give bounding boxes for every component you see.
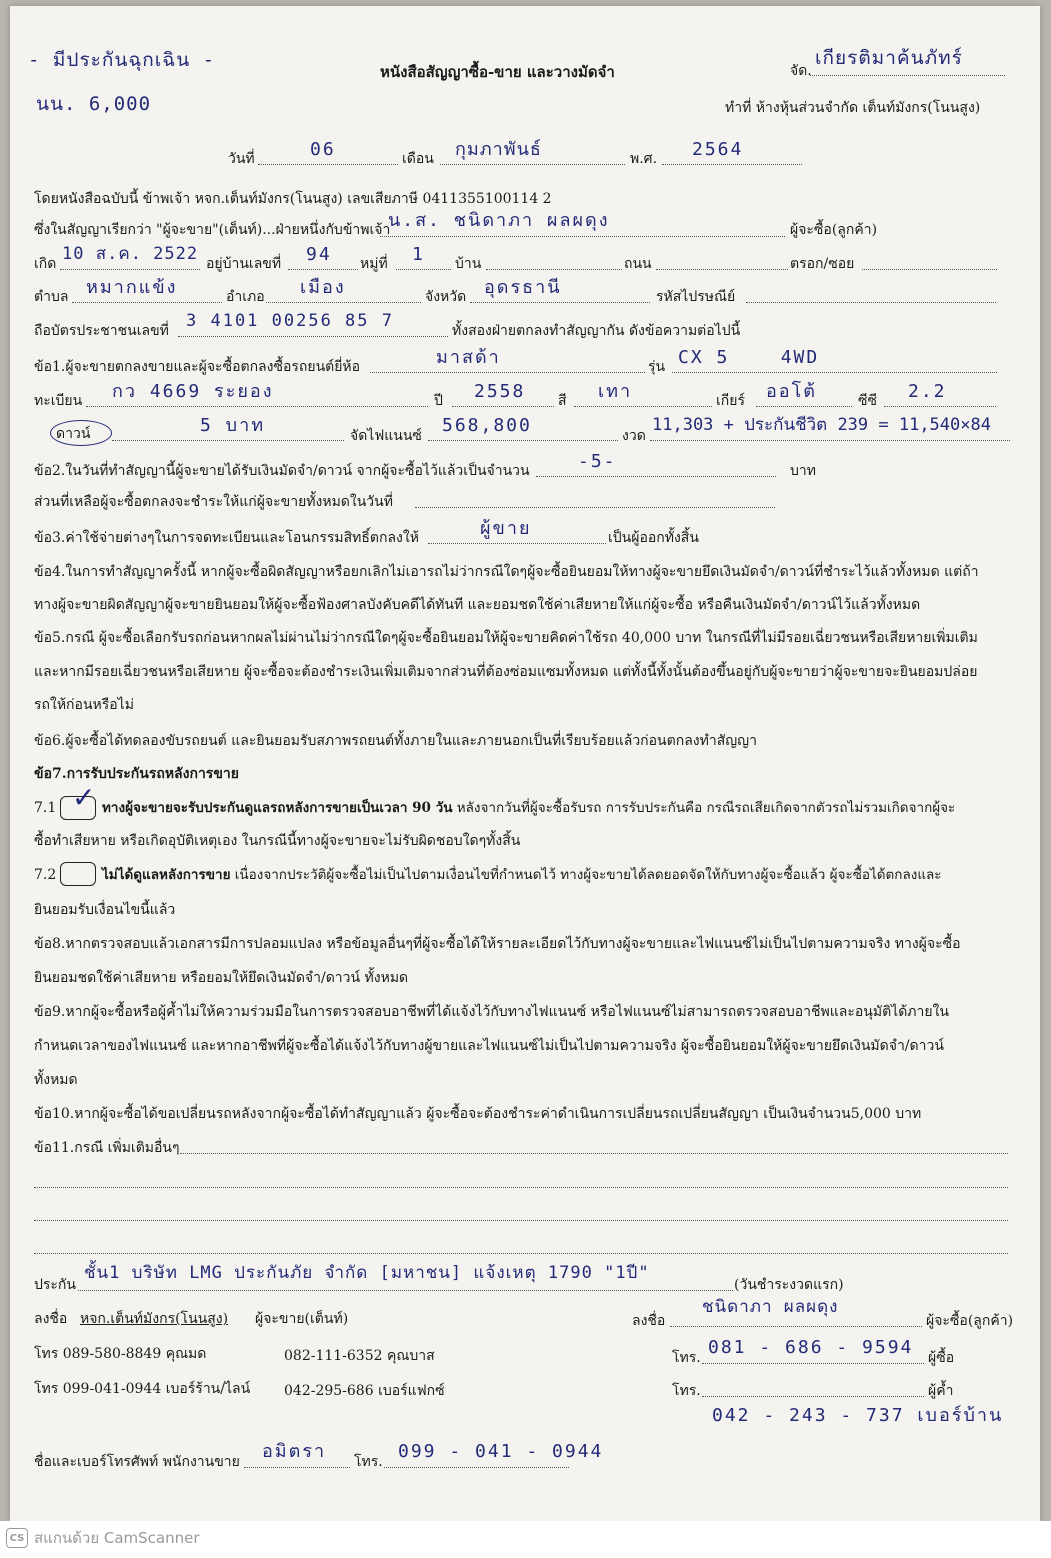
contact-phone-3: โทร 099-041-0944 เบอร์ร้าน/ไลน์ bbox=[34, 1381, 251, 1397]
id-label: ถือบัตรประชาชนเลขที่ bbox=[34, 323, 169, 339]
contact-phone-2: 082-111-6352 คุณบาส bbox=[284, 1348, 435, 1364]
alley-label: ตรอก/ซอย bbox=[790, 256, 855, 272]
clause4-line2: ทางผู้จะขายผิดสัญญาผู้จะขายยินยอมให้ผู้จะซื้อฟ้องศาลบังคับคดีได้ทันที และยอมชดใช้ค่าเสียหายให้แก่ผู้จะซื้อ หรือคืนเงินมัดจำ/ดาวน์ไว้แล้วทั้งหมด bbox=[34, 597, 921, 613]
party-line-2-suffix: ผู้จะซื้อ(ลูกค้า) bbox=[790, 222, 878, 238]
id-suffix: ทั้งสองฝ่ายตกลงทำสัญญากัน ดังข้อความต่อไปนี้ bbox=[452, 323, 741, 339]
subdistrict-label: ตำบล bbox=[34, 289, 69, 305]
clause7-1-bold: ทางผู้จะขายจะรับประกันดูแลรถหลังการขายเป็นเวลา 90 วัน bbox=[102, 800, 453, 816]
district-label: อำเภอ bbox=[226, 289, 265, 305]
insurance-label: ประกัน bbox=[34, 1277, 76, 1293]
day-value: 06 bbox=[310, 139, 336, 160]
party-line-1: โดยหนังสือฉบับนี้ ข้าพเจ้า หจก.เต็นท์มังกร(โนนสูง) เลขเสียภาษี 0411355100114 2 bbox=[34, 191, 552, 207]
subdistrict-dotline bbox=[72, 302, 222, 303]
month-label: เดือน bbox=[402, 151, 434, 167]
month-dotline bbox=[440, 164, 625, 165]
check-mark-icon: ✓ bbox=[72, 781, 96, 814]
down-dotline bbox=[112, 440, 344, 441]
moo-dotline bbox=[396, 269, 451, 270]
buyer-name: น.ส. ชนิดาภา ผลผดุง bbox=[388, 210, 610, 231]
no-warranty-checkbox[interactable] bbox=[60, 862, 96, 886]
clause2-line2: ส่วนที่เหลือผู้จะซื้อตกลงจะชำระให้แก่ผู้จะขายทั้งหมดในวันที่ bbox=[34, 494, 393, 510]
contact-phone-1: โทร 089-580-8849 คุณมด bbox=[34, 1346, 207, 1362]
insurance-value: ชั้น1 บริษัท LMG ประกันภัย จำกัด [มหาชน] แจ้งเหตุ 1790 "1ปี" bbox=[84, 1263, 650, 1283]
installment-value: 11,303 + ประกันชีวิต 239 = 11,540×84 bbox=[652, 415, 991, 435]
issuer-dotline bbox=[810, 75, 1005, 76]
clause2-amount-dotline bbox=[536, 476, 776, 477]
installment-dotline bbox=[650, 440, 1010, 441]
issuer-label: จัด. bbox=[790, 63, 812, 79]
clause7-2-bold: ไม่ได้ดูแลหลังการขาย bbox=[102, 867, 231, 883]
place-label: ทำที่ ห้างหุ้นส่วนจำกัด เต็นท์มังกร(โนนสูง) bbox=[725, 100, 981, 116]
model-dotline bbox=[672, 372, 997, 373]
down-value: 5 บาท bbox=[200, 415, 266, 436]
clause11: ข้อ11.กรณี เพิ่มเติมอื่นๆ bbox=[34, 1140, 180, 1156]
home-phone-value: 042 - 243 - 737 เบอร์บ้าน bbox=[712, 1405, 1004, 1426]
insurance-dotline bbox=[78, 1290, 733, 1291]
finance-value: 568,800 bbox=[442, 415, 532, 436]
alley-dotline bbox=[862, 269, 997, 270]
contact-phone-4: 042-295-686 เบอร์แฟกซ์ bbox=[284, 1383, 445, 1399]
insurance-suffix: (วันชำระงวดแรก) bbox=[734, 1277, 844, 1293]
finance-dotline bbox=[428, 440, 618, 441]
clause9-line2: กำหนดเวลาของไฟแนนซ์ และหากอาชีพที่ผู้จะซื้อได้แจ้งไว้กับทางผู้ขายและไฟแนนซ์ไม่เป็นไปตามความจริง ผู้จะซื้อยินยอมให้ผู้จะขายยึดเงินมัดจำ/ดาวน์ bbox=[34, 1038, 944, 1054]
moo-value: 1 bbox=[412, 244, 425, 265]
scanner-watermark bbox=[6, 1528, 200, 1548]
issuer-name: เกียรติมาค้นภัทร์ bbox=[815, 47, 963, 69]
buyer-phone-label: โทร. bbox=[672, 1350, 701, 1366]
year-dotline bbox=[662, 164, 802, 165]
page-title: หนังสือสัญญาซื้อ-ขาย และวางมัดจำ bbox=[380, 63, 615, 81]
clause11-dotline-4 bbox=[34, 1253, 1008, 1254]
clause3-prefix: ข้อ3.ค่าใช้จ่ายต่างๆในการจดทะเบียนและโอนกรรมสิทธิ์ตกลงให้ bbox=[34, 530, 419, 546]
guarantor-phone-role: ผู้ค้ำ bbox=[928, 1383, 954, 1399]
village-dotline bbox=[486, 269, 622, 270]
salesperson-phone: 099 - 041 - 0944 bbox=[398, 1441, 604, 1462]
scanner-text: สแกนด้วย CamScanner bbox=[34, 1529, 200, 1547]
color-dotline bbox=[574, 406, 712, 407]
subdistrict-value: หมากแข้ง bbox=[86, 277, 178, 298]
gear-value: ออโต้ bbox=[766, 381, 817, 402]
day-dotline bbox=[258, 164, 398, 165]
house-value: 94 bbox=[306, 244, 332, 265]
month-value: กุมภาพันธ์ bbox=[455, 139, 542, 160]
clause7-1-text bbox=[102, 800, 955, 816]
clause7-2-number: 7.2 bbox=[34, 867, 57, 883]
salesperson-name-dotline bbox=[244, 1467, 350, 1468]
clause7-1-number: 7.1 bbox=[34, 800, 57, 816]
installment-label: งวด bbox=[622, 428, 646, 444]
clause3-value: ผู้ขาย bbox=[480, 518, 532, 539]
house-label: อยู่บ้านเลขที่ bbox=[206, 256, 282, 272]
clause1-label: ข้อ1.ผู้จะขายตกลงขายและผู้จะซื้อตกลงซื้อรถยนต์ยี่ห้อ bbox=[34, 359, 361, 375]
color-label: สี bbox=[558, 393, 567, 409]
salesperson-phone-dotline bbox=[384, 1467, 569, 1468]
clause7-2-text bbox=[102, 867, 942, 883]
clause5-line3: รถให้ก่อนหรือไม่ bbox=[34, 697, 134, 713]
gear-label: เกียร์ bbox=[716, 393, 745, 409]
buyer-phone-dotline bbox=[702, 1363, 924, 1364]
party-line-2-prefix: ซึ่งในสัญญาเรียกว่า "ผู้จะขาย"(เต็นท์)...ฝ่ายหนึ่งกับข้าพเจ้า bbox=[34, 222, 391, 238]
cc-value: 2.2 bbox=[908, 381, 947, 402]
clause7-2-line2: ยินยอมรับเงื่อนไขนี้แล้ว bbox=[34, 902, 176, 918]
road-dotline bbox=[656, 269, 788, 270]
plate-label: ทะเบียน bbox=[34, 393, 83, 409]
clause3-suffix: เป็นผู้ออกทั้งสิ้น bbox=[608, 530, 699, 546]
clause2-date-dotline bbox=[415, 507, 775, 508]
brand-value: มาสด้า bbox=[436, 347, 501, 368]
model-value: CX 5 4WD bbox=[678, 347, 820, 368]
road-label: ถนน bbox=[624, 256, 652, 272]
province-dotline bbox=[470, 302, 650, 303]
clause7-title: ข้อ7.การรับประกันรถหลังการขาย bbox=[34, 766, 239, 782]
district-value: เมือง bbox=[300, 277, 346, 298]
buyer-sign-label: ลงชื่อ bbox=[632, 1313, 666, 1329]
id-dotline bbox=[178, 336, 448, 337]
salesperson-name: อมิตรา bbox=[262, 1441, 327, 1462]
salesperson-phone-label: โทร. bbox=[354, 1454, 383, 1470]
buyer-phone-role: ผู้ซื้อ bbox=[928, 1350, 955, 1366]
clause6: ข้อ6.ผู้จะซื้อได้ทดลองขับรถยนต์ และยินยอมรับสภาพรถยนต์ทั้งภายในและภายนอกเป็นที่เรียบร้อยแล้วก่อนตกลงทำสัญญา bbox=[34, 733, 757, 749]
village-label: บ้าน bbox=[455, 256, 482, 272]
buyer-signature: ชนิดาภา ผลผดุง bbox=[702, 1297, 839, 1317]
clause11-dotline-1 bbox=[180, 1153, 1008, 1154]
clause5-line1: ข้อ5.กรณี ผู้จะซื้อเลือกรับรถก่อนหากผลไม่ผ่านไม่ว่ากรณีใดๆผู้จะซื้อยินยอมให้ผู้จะขายคิดค่าใช้รถ 40,000 บาท ในกรณีที่ไม่มีรอยเฉี่ยวชนหรือเสียหายเพิ่มเติม bbox=[34, 630, 978, 646]
province-label: จังหวัด bbox=[425, 289, 467, 305]
seller-role: ผู้จะขาย(เต็นท์) bbox=[255, 1311, 349, 1327]
postcode-dotline bbox=[746, 302, 996, 303]
clause8-line1: ข้อ8.หากตรวจสอบแล้วเอกสารมีการปลอมแปลง หรือข้อมูลอื่นๆที่ผู้จะซื้อได้ให้รายละเอียดไว้กับทางผู้จะขายและไฟแนนซ์ไม่เป็นไปตามความจริง ทางผู้จะซื้อ bbox=[34, 936, 961, 952]
guarantor-phone-dotline bbox=[702, 1396, 924, 1397]
clause10: ข้อ10.หากผู้จะซื้อได้ขอเปลี่ยนรถหลังจากผู้จะซื้อได้ทำสัญญาแล้ว ผู้จะซื้อจะต้องชำระค่าดำเนินการเปลี่ยนรถเปลี่ยนสัญญา เป็นเงินจำนวน5,000 บาท bbox=[34, 1106, 922, 1122]
model-label: รุ่น bbox=[648, 359, 666, 375]
clause7-1-rest: หลังจากวันที่ผู้จะซื้อรับรถ การรับประกันคือ กรณีรถเสียเกิดจากตัวรถไม่รวมเกิดจากผู้จะ bbox=[452, 800, 956, 816]
salesperson-label: ชื่อและเบอร์โทรศัพท์ พนักงานขาย bbox=[34, 1454, 240, 1470]
clause7-1-line2: ซื้อทำเสียหาย หรือเกิดอุบัติเหตุเอง ในกรณีนี้ทางผู้จะขายจะไม่รับผิดชอบใดๆทั้งสิ้น bbox=[34, 833, 521, 849]
buyer-phone-value: 081 - 686 - 9594 bbox=[708, 1337, 914, 1358]
plate-value: กว 4669 ระยอง bbox=[112, 381, 274, 402]
year-value: 2564 bbox=[692, 139, 744, 160]
gear-dotline bbox=[756, 406, 852, 407]
buyer-role: ผู้จะซื้อ(ลูกค้า) bbox=[926, 1313, 1014, 1329]
house-dotline bbox=[288, 269, 358, 270]
clause8-line2: ยินยอมชดใช้ค่าเสียหาย หรือยอมให้ยึดเงินมัดจำ/ดาวน์ ทั้งหมด bbox=[34, 970, 409, 986]
buyer-sign-dotline bbox=[670, 1326, 922, 1327]
handwritten-insurance-note: - มีประกันฉุกเฉิน - bbox=[28, 49, 216, 71]
clause2-line1: ข้อ2.ในวันที่ทำสัญญานี้ผู้จะขายได้รับเงินมัดจำ/ดาวน์ จากผู้จะซื้อไว้แล้วเป็นจำนวน bbox=[34, 463, 530, 479]
birth-dotline bbox=[60, 269, 200, 270]
id-value: 3 4101 00256 85 7 bbox=[186, 311, 394, 331]
clause9-line1: ข้อ9.หากผู้จะซื้อหรือผู้ค้ำไม่ให้ความร่วมมือในการตรวจสอบอาชีพที่ได้แจ้งไว้กับทางไฟแนนซ์ หรือไฟแนนซ์ไม่สามารถตรวจสอบอาชีพและอนุมัติได้ภายใน bbox=[34, 1004, 949, 1020]
camscanner-logo-icon: CS bbox=[6, 1528, 28, 1548]
birth-value: 10 ส.ค. 2522 bbox=[62, 244, 199, 264]
down-label: ดาวน์ bbox=[56, 426, 91, 442]
cc-label: ซีซี bbox=[858, 393, 878, 409]
year-field-value: 2558 bbox=[474, 381, 526, 402]
clause5-line2: และหากมีรอยเฉี่ยวชนหรือเสียหาย ผู้จะซื้อจะต้องชำระเงินเพิ่มเติมจากส่วนที่ต้องซ่อมแซมทั้งหมด แต่ทั้งนี้ทั้งนั้นต้องขึ้นอยู่กับผู้จะขายว่าผู้จะขายจะยินยอมปล่อย bbox=[34, 664, 978, 680]
seller-sign-label: ลงชื่อ bbox=[34, 1311, 68, 1327]
buyer-name-dotline bbox=[380, 236, 785, 237]
clause2-amount: -5- bbox=[578, 451, 617, 472]
clause7-2-rest: เนื่องจากประวัติผู้จะซื้อไม่เป็นไปตามเงื่อนไขที่กำหนดไว้ ทางผู้จะขายได้ลดยอดจัดให้กับทางผู้จะซื้อแล้ว ผู้จะซื้อได้ตกลงและ bbox=[230, 867, 942, 883]
clause11-dotline-3 bbox=[34, 1220, 1008, 1221]
birth-label: เกิด bbox=[34, 256, 57, 272]
year-label: พ.ศ. bbox=[630, 151, 658, 167]
finance-label: จัดไฟแนนซ์ bbox=[350, 428, 422, 444]
year-field-label: ปี bbox=[434, 393, 443, 409]
clause3-dotline bbox=[428, 543, 606, 544]
clause4-line1: ข้อ4.ในการทำสัญญาครั้งนี้ หากผู้จะซื้อผิดสัญญาหรือยกเลิกไม่เอารถไม่ว่ากรณีใดๆผู้จะซื้อยินยอมให้ทางผู้จะขายยึดเงินมัดจำ/ดาวน์ที่ชำระไว้แล้วทั้งหมด แต่ถ้า bbox=[34, 564, 979, 580]
plate-dotline bbox=[86, 406, 428, 407]
district-dotline bbox=[266, 302, 421, 303]
province-value: อุดรธานี bbox=[484, 277, 562, 298]
postcode-label: รหัสไปรษณีย์ bbox=[656, 289, 736, 305]
clause9-line3: ทั้งหมด bbox=[34, 1072, 78, 1088]
year-field-dotline bbox=[452, 406, 554, 407]
guarantor-phone-label: โทร. bbox=[672, 1383, 701, 1399]
cc-dotline bbox=[884, 406, 996, 407]
day-label: วันที่ bbox=[228, 151, 255, 167]
moo-label: หมู่ที่ bbox=[360, 256, 388, 272]
handwritten-amount-note: นน. 6,000 bbox=[36, 93, 152, 115]
color-value: เทา bbox=[598, 381, 633, 402]
clause2-unit: บาท bbox=[790, 463, 816, 479]
seller-name: หจก.เต็นท์มังกร(โนนสูง) bbox=[80, 1311, 229, 1327]
clause11-dotline-2 bbox=[34, 1187, 1008, 1188]
brand-dotline bbox=[370, 372, 645, 373]
